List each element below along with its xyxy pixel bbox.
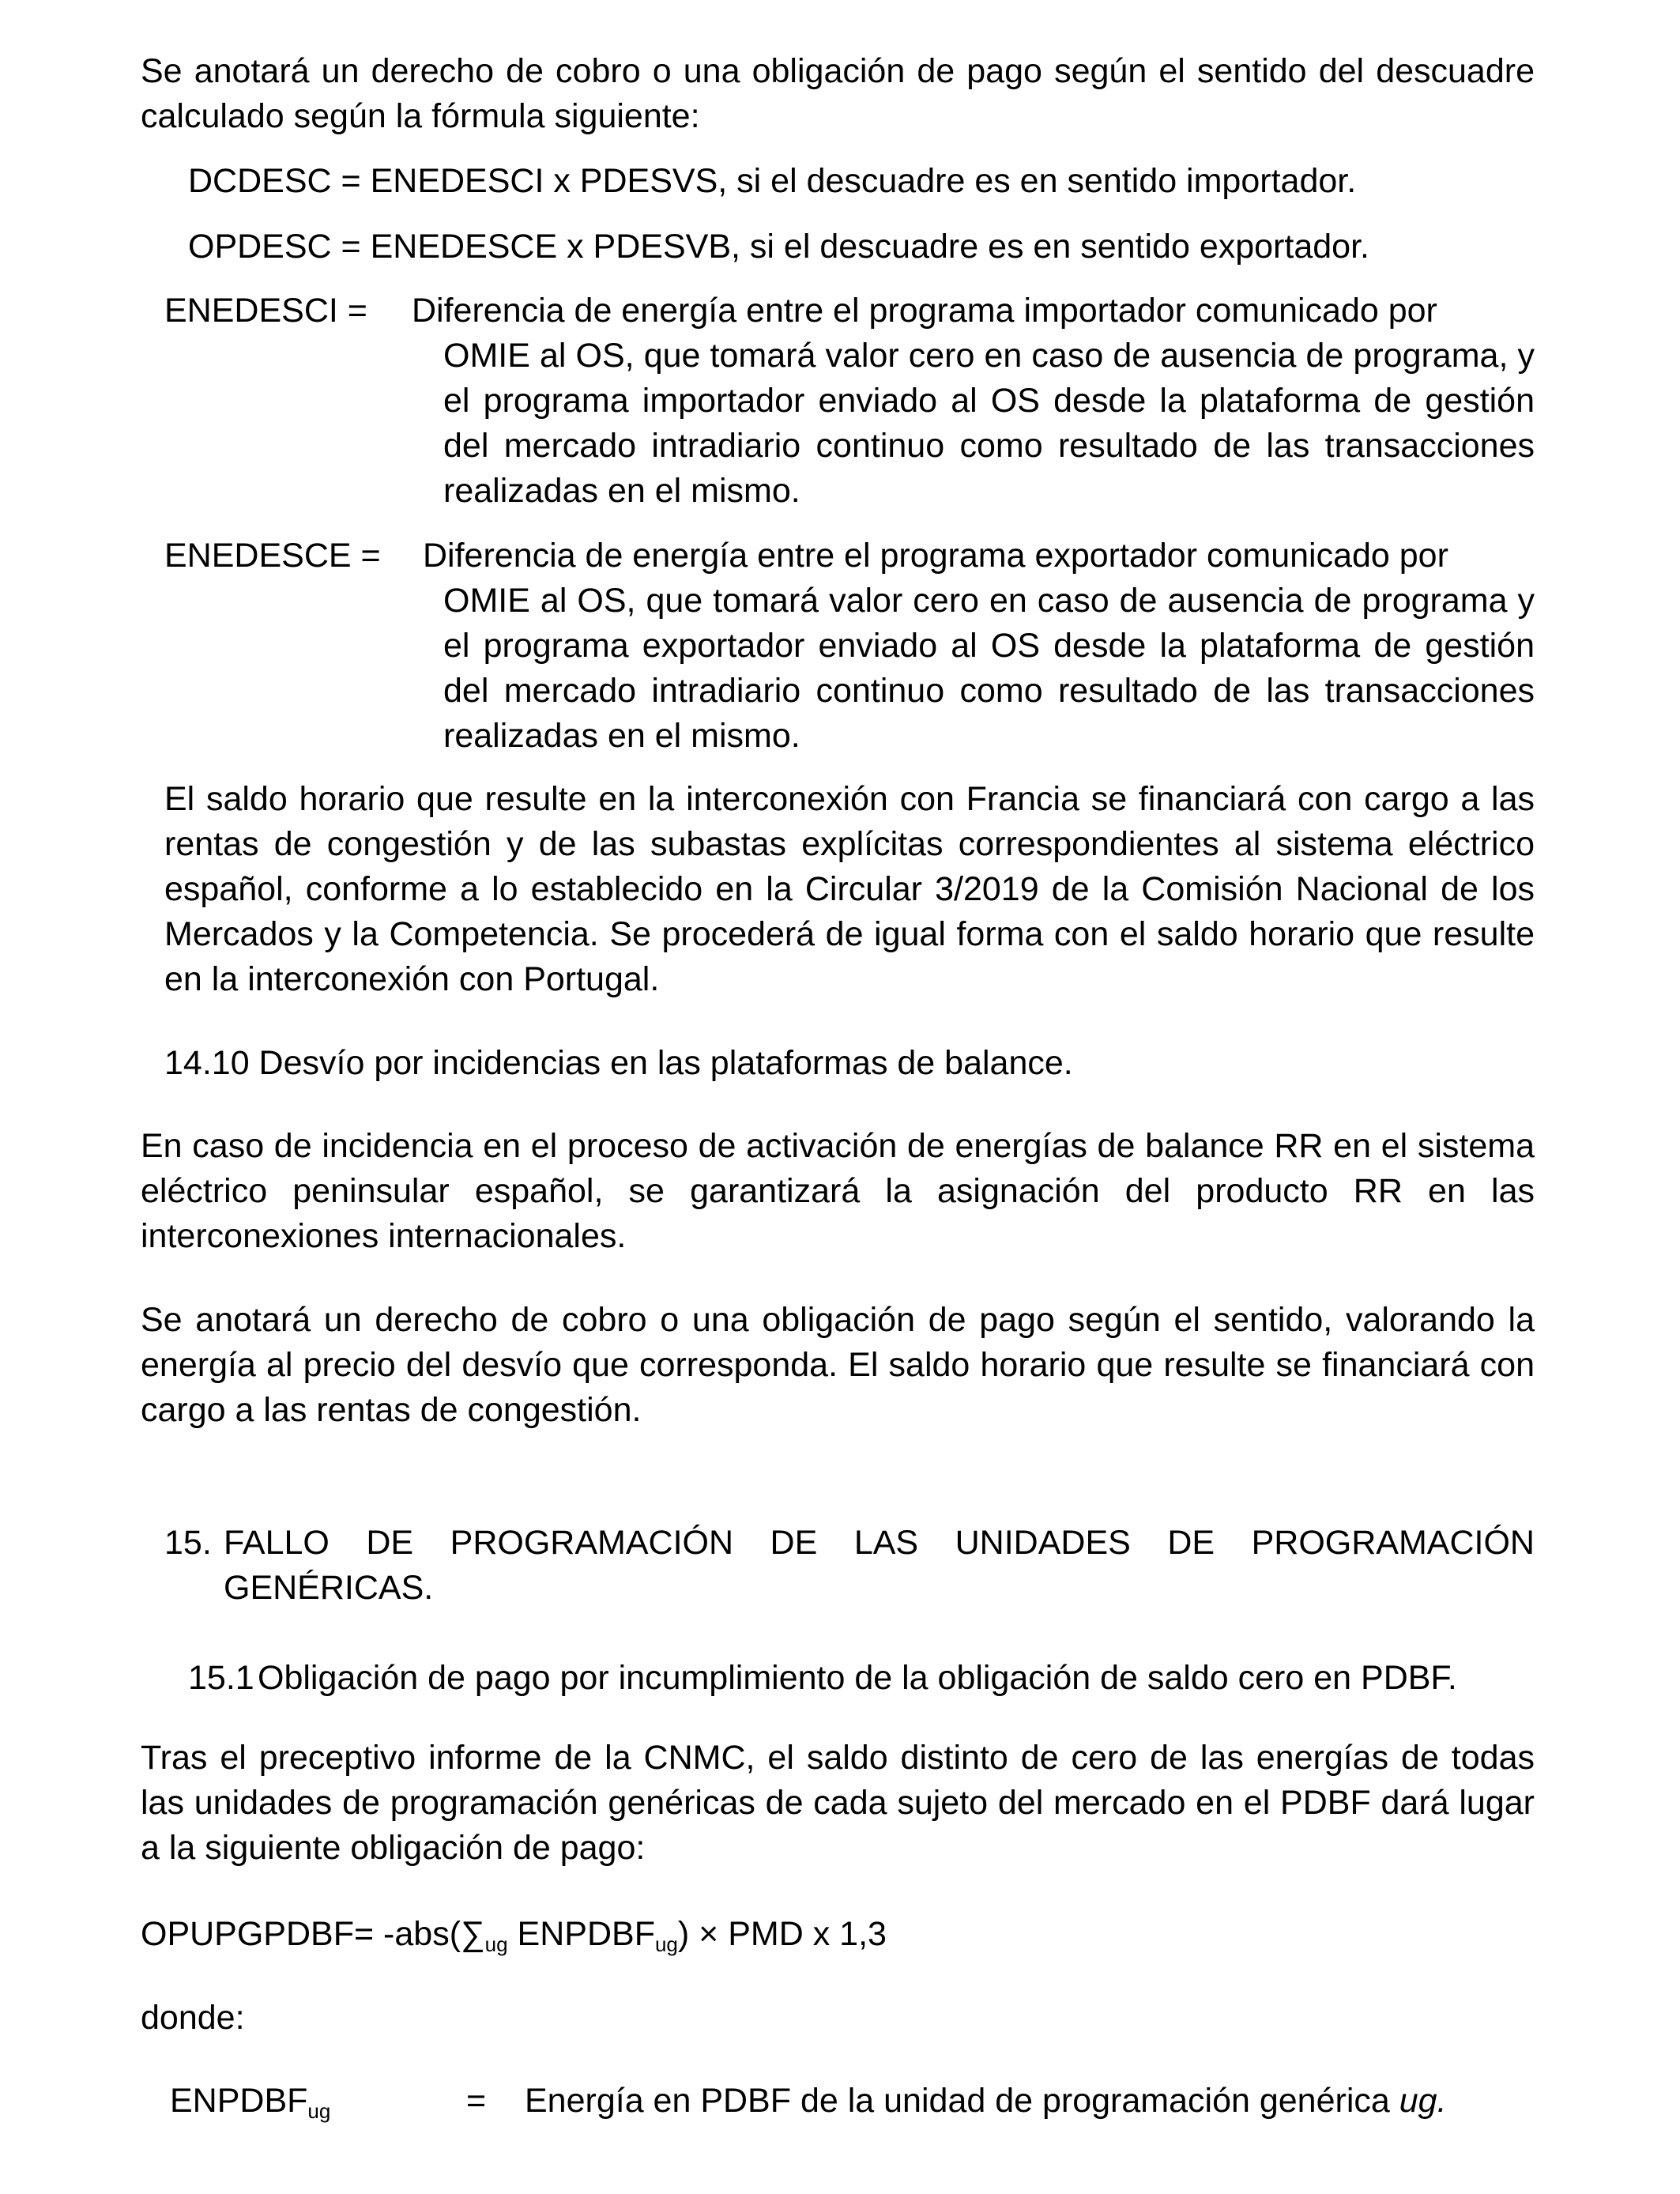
definition-body: OMIE al OS, que tomará valor cero en caso de ausencia de programa, y el programa importador enviado al OS desde la plataforma de gestión del mercado intradiario continuo como resultado de las transacciones realizadas en el mismo.: [443, 337, 1535, 510]
definition-term: ENEDESCE =: [164, 537, 381, 575]
incidencia-paragraph: En caso de incidencia en el proceso de activación de energías de balance RR en el sistema eléctrico peninsular español, se garantizará la asignación del producto RR en las interconexiones internacionales.: [141, 1127, 1535, 1255]
definition-term: [170, 2079, 330, 2124]
formula-opdesc: OPDESC = ENEDESCE x PDESVB, si el descuadre es en sentido exportador.: [188, 228, 1369, 266]
formula-dcdesc: DCDESC = ENEDESCI x PDESVS, si el descuadre es en sentido importador.: [188, 162, 1357, 200]
section-title: Obligación de pago por incumplimiento de la obligación de saldo cero en PDBF.: [258, 1659, 1457, 1697]
saldo-paragraph: El saldo horario que resulte en la interconexión con Francia se financiará con cargo a las rentas de congestión y de las subastas explícitas correspondientes al sistema eléctrico español, conforme a lo establecido en la Circular 3/2019 de la Comisión Nacional de los Mercados y la Competencia. Se procederá de igual forma con el saldo horario que resulte en la interconexión con Portugal.: [164, 780, 1535, 998]
donde-label: donde:: [141, 1999, 245, 2037]
definition-first-line: Diferencia de energía entre el programa importador comunicado por: [412, 292, 1437, 330]
section-title: FALLO DE PROGRAMACIÓN DE LAS UNIDADES DE PROGRAMACIÓN GENÉRICAS.: [224, 1524, 1535, 1607]
definition-description: [525, 2079, 1447, 2124]
formula-mid: ENPDBF: [507, 1915, 655, 1953]
definition-equals: =: [466, 2082, 487, 2120]
anotara-paragraph: Se anotará un derecho de cobro o una obligación de pago según el sentido, valorando la energía al precio del desvío que corresponda. El saldo horario que resulte se financiará con cargo a las rentas de congestión.: [141, 1301, 1535, 1429]
formula-subscript: ug: [654, 1932, 678, 1956]
tras-paragraph: Tras el preceptivo informe de la CNMC, el saldo distinto de cero de las energías de todas las unidades de programación genéricas de cada sujeto del mercado en el PDBF dará lugar a la siguiente obligación de pago:: [141, 1739, 1535, 1867]
formula-opupgpdbf: [141, 1912, 887, 1957]
intro-paragraph: Se anotará un derecho de cobro o una obligación de pago según el sentido del descuadre calculado según la fórmula siguiente:: [141, 52, 1535, 135]
description-text: Energía en PDBF de la unidad de programación genérica: [525, 2082, 1399, 2120]
term-subscript: ug: [307, 2099, 331, 2123]
description-italic: ug.: [1399, 2082, 1447, 2120]
definition-first-line: Diferencia de energía entre el programa exportador comunicado por: [423, 537, 1448, 575]
formula-subscript: ug: [484, 1932, 508, 1956]
section-number: 15.1: [188, 1659, 254, 1697]
section-number: 15.: [164, 1524, 212, 1562]
formula-rhs: ) × PMD x 1,3: [677, 1915, 887, 1953]
definition-term: ENEDESCI =: [164, 292, 367, 330]
section-heading-14-10: 14.10 Desvío por incidencias en las plataformas de balance.: [164, 1044, 1073, 1082]
formula-lhs: OPUPGPDBF= -abs(∑: [141, 1915, 485, 1953]
term-main: ENPDBF: [170, 2082, 308, 2120]
definition-body: OMIE al OS, que tomará valor cero en caso de ausencia de programa y el programa exportador enviado al OS desde la plataforma de gestión del mercado intradiario continuo como resultado de las transacciones realizadas en el mismo.: [443, 582, 1535, 755]
